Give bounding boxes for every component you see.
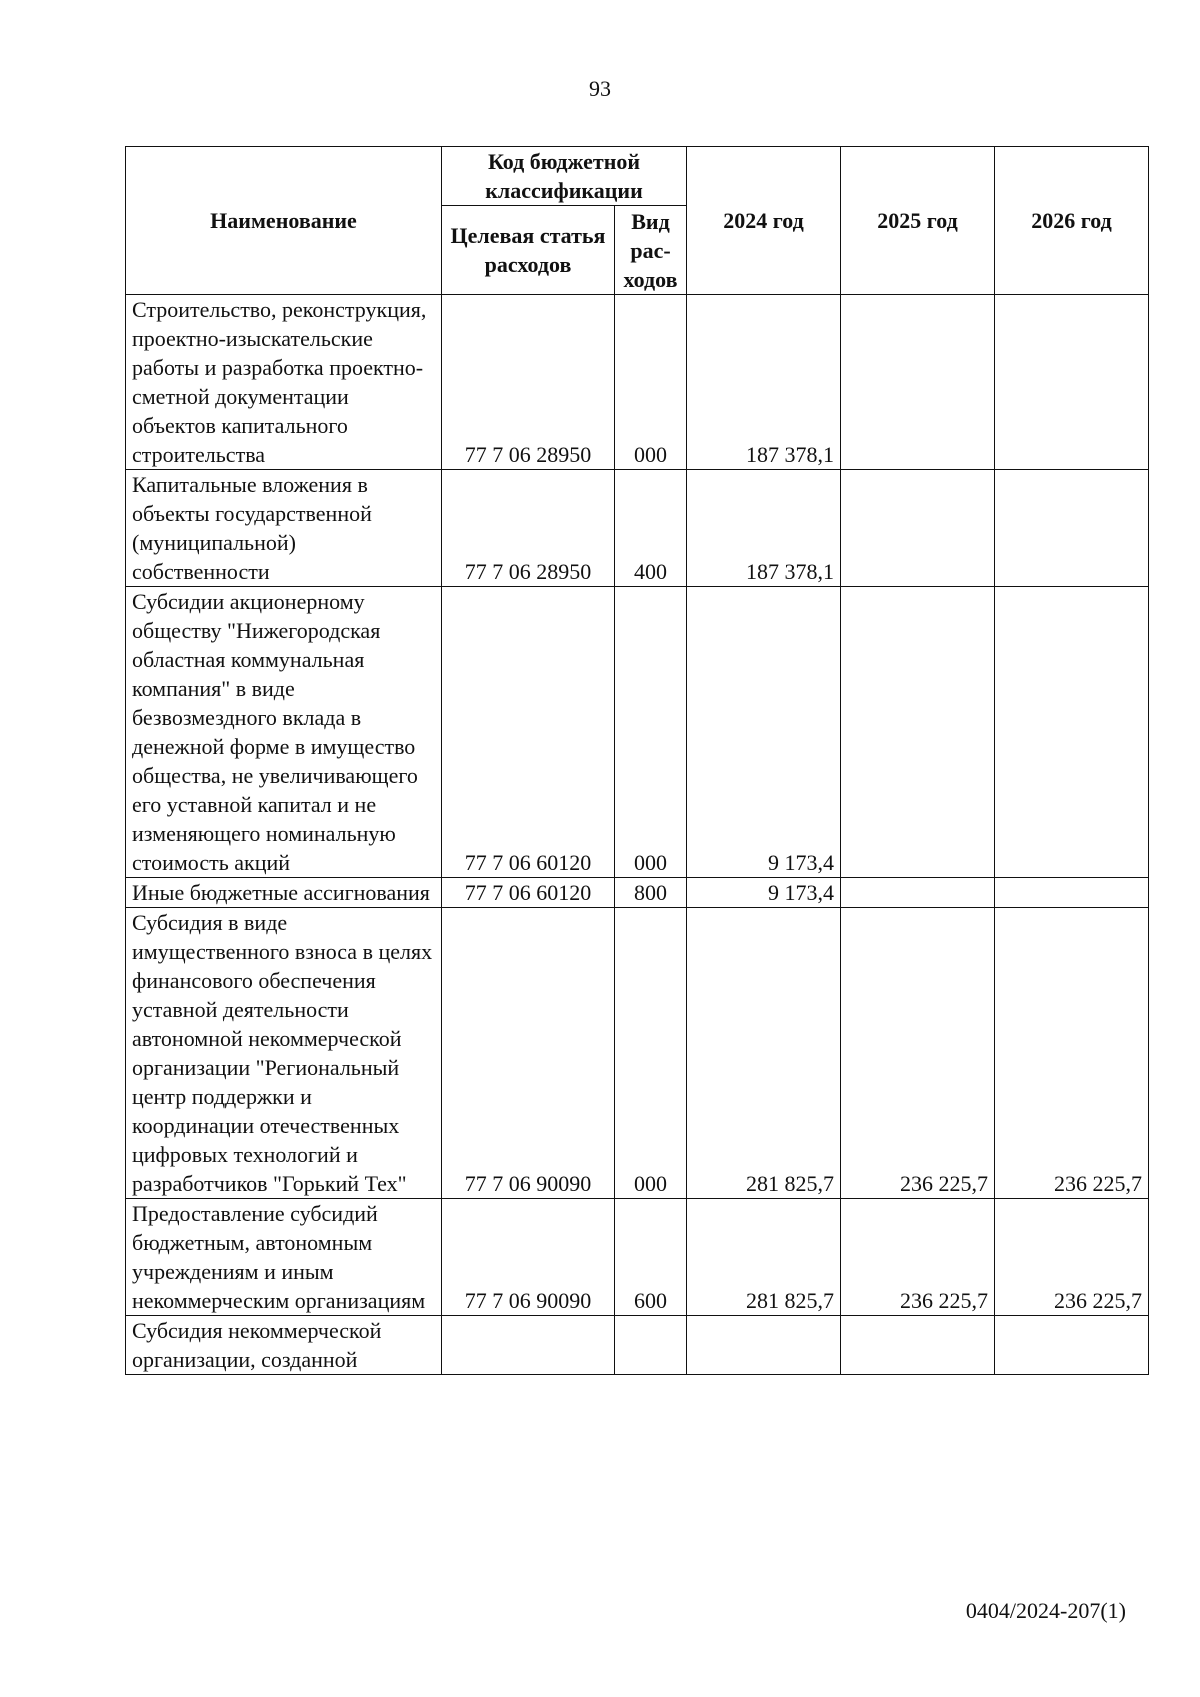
row-2025-cell: 236 225,7 [841, 908, 995, 1199]
table-row [126, 295, 1149, 470]
row-expense-kind-cell [615, 1316, 687, 1375]
row-expense-kind-cell: 000 [615, 295, 687, 470]
document-code: 0404/2024-207(1) [965, 1598, 1126, 1623]
row-name-cell: Предоставление субсидий бюджетным, автономным учреждениям и иным некоммерческим организациям [126, 1199, 442, 1316]
row-target-code-cell: 77 7 06 28950 [442, 295, 615, 470]
table-row [126, 470, 1149, 587]
row-target-code-cell [442, 1316, 615, 1375]
row-expense-kind-cell: 000 [615, 587, 687, 878]
row-target-code-cell: 77 7 06 28950 [442, 470, 615, 587]
header-2025: 2025 год [841, 147, 995, 295]
table-row [126, 908, 1149, 1199]
row-target-code-cell: 77 7 06 60120 [442, 587, 615, 878]
row-name-cell: Иные бюджетные ассигнования [126, 878, 442, 908]
row-2025-cell [841, 295, 995, 470]
row-target-code-cell: 77 7 06 90090 [442, 908, 615, 1199]
header-target-article: Целевая статья расходов [442, 206, 615, 295]
row-2024-cell: 281 825,7 [687, 1199, 841, 1316]
row-2024-cell: 9 173,4 [687, 587, 841, 878]
row-2024-cell: 281 825,7 [687, 908, 841, 1199]
row-2026-cell [995, 878, 1149, 908]
header-2024: 2024 год [687, 147, 841, 295]
row-name-cell: Капитальные вложения в объекты государственной (муниципальной) собственности [126, 470, 442, 587]
row-2024-cell: 187 378,1 [687, 470, 841, 587]
row-2024-cell [687, 1316, 841, 1375]
header-name: Наименование [126, 147, 442, 295]
table-row [126, 1199, 1149, 1316]
budget-table [125, 146, 1149, 1375]
row-expense-kind-cell: 800 [615, 878, 687, 908]
row-2025-cell [841, 1316, 995, 1375]
row-name-cell: Субсидия в виде имущественного взноса в целях финансового обеспечения уставной деятельности автономной некоммерческой организации "Региональный центр поддержки и координации отечественных цифровых технологий и разработчиков "Горький Тех" [126, 908, 442, 1199]
header-2026: 2026 год [995, 147, 1149, 295]
row-2025-cell: 236 225,7 [841, 1199, 995, 1316]
table-row [126, 878, 1149, 908]
row-name-cell: Субсидия некоммерческой организации, созданной [126, 1316, 442, 1375]
row-2026-cell: 236 225,7 [995, 1199, 1149, 1316]
row-2024-cell: 187 378,1 [687, 295, 841, 470]
header-code-group: Код бюджетной классификации [442, 147, 687, 206]
row-target-code-cell: 77 7 06 90090 [442, 1199, 615, 1316]
row-2026-cell [995, 1316, 1149, 1375]
row-2026-cell [995, 470, 1149, 587]
header-expense-kind: Вид рас-ходов [615, 206, 687, 295]
row-target-code-cell: 77 7 06 60120 [442, 878, 615, 908]
row-expense-kind-cell: 400 [615, 470, 687, 587]
page-number: 93 [589, 76, 611, 101]
row-2026-cell [995, 295, 1149, 470]
row-name-cell: Субсидии акционерному обществу "Нижегородская областная коммунальная компания" в виде безвозмездного вклада в денежной форме в имущество общества, не увеличивающего его уставной капитал и не изменяющего номинальную стоимость акций [126, 587, 442, 878]
row-2026-cell: 236 225,7 [995, 908, 1149, 1199]
row-expense-kind-cell: 600 [615, 1199, 687, 1316]
table-row [126, 1316, 1149, 1375]
row-2025-cell [841, 587, 995, 878]
row-2026-cell [995, 587, 1149, 878]
row-2025-cell [841, 878, 995, 908]
row-expense-kind-cell: 000 [615, 908, 687, 1199]
row-2024-cell: 9 173,4 [687, 878, 841, 908]
row-2025-cell [841, 470, 995, 587]
row-name-cell: Строительство, реконструкция, проектно-изыскательские работы и разработка проектно-сметной документации объектов капитального строительства [126, 295, 442, 470]
table-row [126, 587, 1149, 878]
